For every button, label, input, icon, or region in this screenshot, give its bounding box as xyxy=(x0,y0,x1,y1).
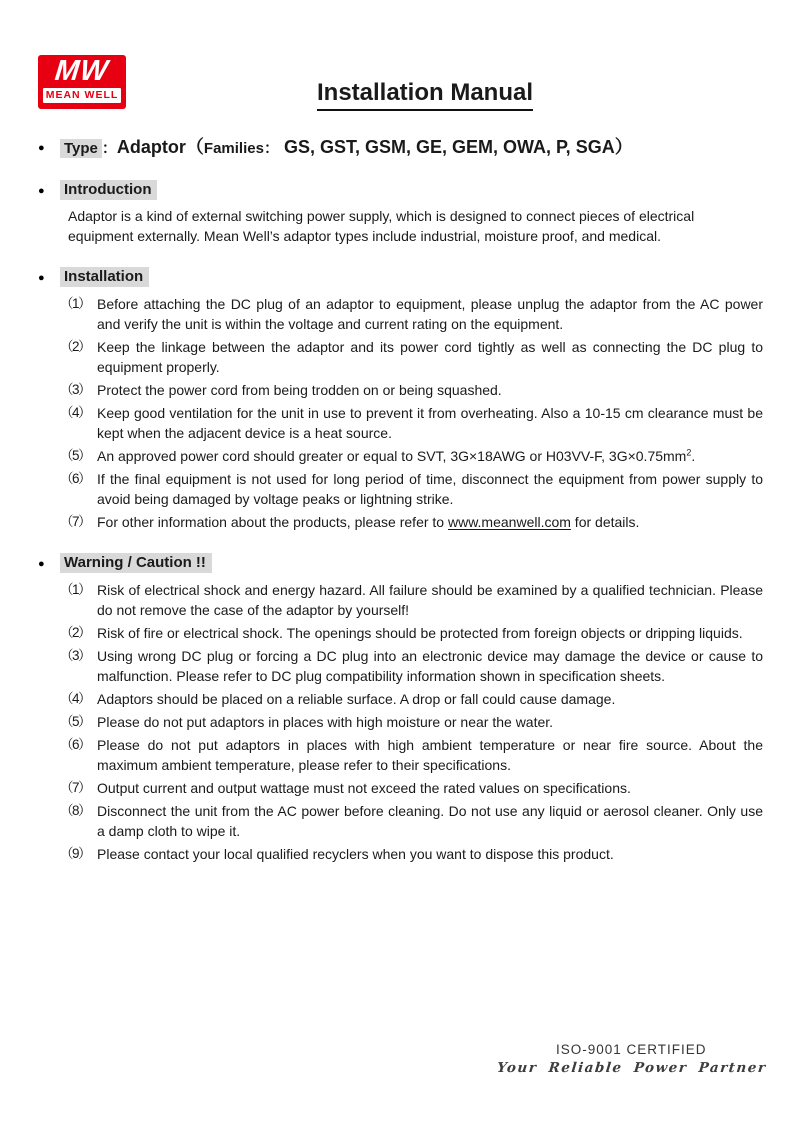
item-text xyxy=(97,712,763,732)
section-heading: Introduction xyxy=(60,180,157,200)
item-number: （3） xyxy=(60,648,91,663)
type-part: ： xyxy=(263,140,279,157)
text-segment: Please contact your local qualified recyclers when you want to dispose this product. xyxy=(97,846,614,862)
text-segment: If the final equipment is not used for long period of time, disconnect the equipment from power supply to avoid being damaged by voltage peaks or lightning strike. xyxy=(97,471,763,507)
item-text xyxy=(97,801,763,841)
section-item-list xyxy=(60,294,763,532)
item-text xyxy=(97,623,763,643)
footer xyxy=(497,1042,766,1076)
slogan-text: Your Reliable Power Partner xyxy=(495,1060,767,1076)
item-number: （7） xyxy=(60,514,91,529)
section-paragraph: Adaptor is a kind of external switching power supply, which is designed to connect pieces of electrical equipment externally. Mean Well’s adaptor types include industrial, moisture proof, and medical. xyxy=(68,208,695,244)
type-part: ） xyxy=(614,137,633,157)
list-item xyxy=(60,512,763,532)
item-number: （3） xyxy=(60,382,91,397)
list-item xyxy=(60,735,763,775)
item-text xyxy=(97,294,763,334)
text-segment: Disconnect the unit from the AC power before cleaning. Do not use any liquid or aerosol cleaner. Only use a damp cloth to wipe it. xyxy=(97,803,763,839)
list-item xyxy=(60,580,763,620)
item-number: （8） xyxy=(60,803,91,818)
bullet-icon: ● xyxy=(38,142,45,154)
item-number: （6） xyxy=(60,737,91,752)
list-item xyxy=(60,712,763,732)
item-number: （5） xyxy=(60,448,91,463)
link-text[interactable]: www.meanwell.com xyxy=(447,514,571,530)
list-item xyxy=(60,646,763,686)
item-text xyxy=(97,403,763,443)
text-segment: . xyxy=(691,448,696,464)
item-text xyxy=(97,735,763,775)
item-number: （2） xyxy=(60,339,91,354)
list-item xyxy=(60,403,763,443)
list-item xyxy=(60,446,763,466)
bullet-icon: ● xyxy=(38,272,45,284)
text-segment: Before attaching the DC plug of an adaptor to equipment, please unplug the adaptor from the AC power and verify the unit is within the voltage and current rating on the equipment. xyxy=(97,296,763,332)
logo-monogram: MW xyxy=(53,55,111,87)
list-item xyxy=(60,623,763,643)
type-part: ： xyxy=(101,140,117,157)
item-number: （1） xyxy=(60,582,91,597)
type-part: （ xyxy=(185,137,204,157)
item-text xyxy=(97,469,763,509)
list-item xyxy=(60,380,763,400)
item-text xyxy=(97,778,763,798)
list-item xyxy=(60,689,763,709)
text-segment: For other information about the products, please refer to xyxy=(97,514,448,530)
text-segment: for details. xyxy=(570,514,640,530)
section xyxy=(38,267,763,532)
type-text xyxy=(60,137,633,157)
sections xyxy=(38,180,763,864)
item-text xyxy=(97,689,763,709)
text-segment: Keep good ventilation for the unit in use to prevent it from overheating. Also a 10-15 cm clearance must be kept when the adjacent device is a heat source. xyxy=(97,405,763,441)
section-heading: Installation xyxy=(60,267,149,287)
item-number: （5） xyxy=(60,714,91,729)
item-text xyxy=(97,580,763,620)
list-item xyxy=(60,469,763,509)
bullet-icon: ● xyxy=(38,558,45,570)
item-text xyxy=(97,646,763,686)
list-item xyxy=(60,337,763,377)
text-segment: Please do not put adaptors in places with high moisture or near the water. xyxy=(97,714,554,730)
section xyxy=(38,553,763,864)
section-item-list xyxy=(60,580,763,864)
page-title: Installation Manual xyxy=(317,79,533,111)
text-segment: An approved power cord should greater or equal to SVT, 3G×18AWG or H03VV-F, 3G×0.75mm xyxy=(97,448,687,464)
item-number: （4） xyxy=(60,405,91,420)
text-segment: Please do not put adaptors in places with high ambient temperature or near fire source. About the maximum ambient temperature, please refer to their specifications. xyxy=(97,737,763,773)
text-segment: Risk of fire or electrical shock. The openings should be protected from foreign objects or dripping liquids. xyxy=(97,625,743,641)
text-segment: Output current and output wattage must not exceed the rated values on specifications. xyxy=(97,780,631,796)
superscript: 2 xyxy=(686,447,692,458)
bullet-icon: ● xyxy=(38,185,45,197)
text-segment: Adaptors should be placed on a reliable surface. A drop or fall could cause damage. xyxy=(97,691,616,707)
section xyxy=(38,180,763,246)
logo-brand-text: MEAN WELL xyxy=(45,89,119,102)
item-text xyxy=(97,446,763,466)
logo-band xyxy=(43,88,121,103)
item-number: （6） xyxy=(60,471,91,486)
item-number: （4） xyxy=(60,691,91,706)
item-text xyxy=(97,512,763,532)
section-heading-row xyxy=(38,180,763,200)
list-item xyxy=(60,801,763,841)
text-segment: Protect the power cord from being trodden on or being squashed. xyxy=(97,382,502,398)
item-number: （1） xyxy=(60,296,91,311)
list-item xyxy=(60,844,763,864)
iso-certified-text: ISO-9001 CERTIFIED xyxy=(555,1042,707,1057)
section-heading: Warning / Caution !! xyxy=(60,553,212,573)
section-heading-row xyxy=(38,553,763,573)
list-item xyxy=(60,294,763,334)
type-line xyxy=(38,133,763,159)
meanwell-logo xyxy=(38,55,126,109)
section-heading-row xyxy=(38,267,763,287)
type-part: Type xyxy=(60,139,102,158)
type-part: Families xyxy=(203,140,264,157)
item-number: （2） xyxy=(60,625,91,640)
item-number: （9） xyxy=(60,846,91,861)
text-segment: Using wrong DC plug or forcing a DC plug into an electronic device may damage the device or cause to malfunction. Please refer to DC plug compatibility information shown in specification sheets. xyxy=(97,648,763,684)
item-text xyxy=(97,844,763,864)
list-item xyxy=(60,778,763,798)
item-text xyxy=(97,337,763,377)
type-part: Adaptor xyxy=(116,137,186,157)
text-segment: Risk of electrical shock and energy hazard. All failure should be examined by a qualified technician. Please do not remove the case of the adaptor by yourself! xyxy=(97,582,763,618)
type-part: GS, GST, GSM, GE, GEM, OWA, P, SGA xyxy=(278,137,615,157)
item-text xyxy=(97,380,763,400)
item-number: （7） xyxy=(60,780,91,795)
text-segment: Keep the linkage between the adaptor and its power cord tightly as well as connecting the DC plug to equipment properly. xyxy=(97,339,763,375)
